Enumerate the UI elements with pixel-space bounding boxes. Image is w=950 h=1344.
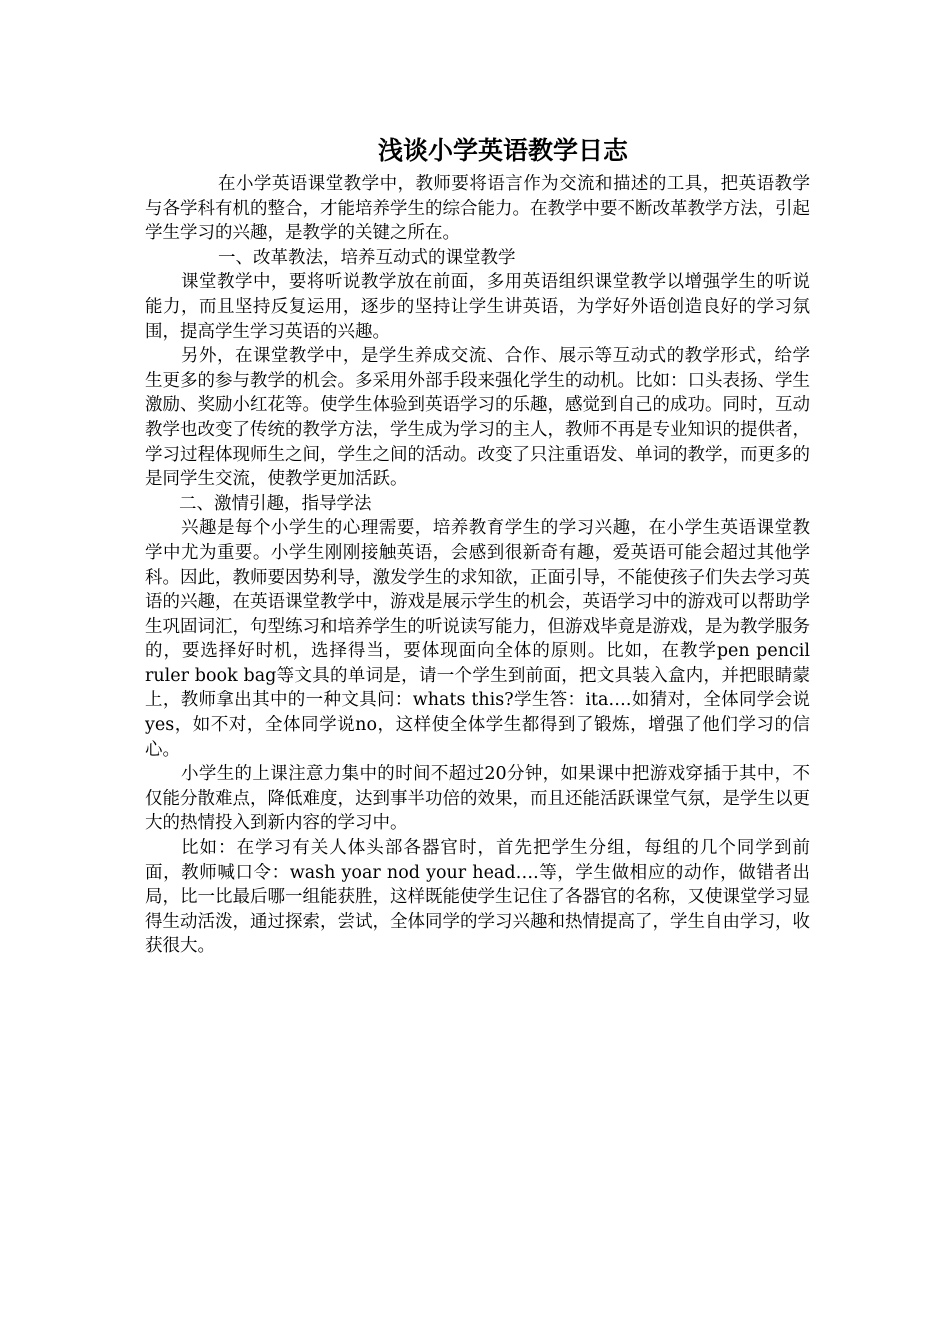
intro-paragraph: 在小学英语课堂教学中，教师要将语言作为交流和描述的工具，把英语教学与各学科有机的整合，才能培养学生的综合能力。在教学中要不断改革教学方法，引起学生学习的兴趣，是教学的关键之所在。 [145,174,810,244]
body-paragraph: 兴趣是每个小学生的心理需要，培养教育学生的学习兴趣，在小学生英语课堂教学中尤为重要。小学生刚刚接触英语，会感到很新奇有趣，爱英语可能会超过其他学科。因此，教师要因势利导，激发学生的求知欲，正面引导，不能使孩子们失去学习英语的兴趣，在英语课堂教学中，游戏是展示学生的机会，英语学习中的游戏可以帮助学生巩固词汇，句型练习和培养学生的听说读写能力，但游戏毕竟是游戏，是为教学服务的，要选择好时机，选择得当，要体现面向全体的原则。比如，在教学pen pencil ruler book bag等文具的单词是，请一个学生到前面，把文具装入盒内，并把眼睛蒙上，教师拿出其中的一种文具问：whats this?学生答：ita….如猜对，全体同学会说yes，如不对，全体同学说no，这样使全体学生都得到了锻炼，增强了他们学习的信心。 [145,518,810,760]
section-heading-1: 一、改革教法，培养互动式的课堂教学 [218,247,516,268]
document-body [145,172,810,959]
body-paragraph: 比如：在学习有关人体头部各器官时，首先把学生分组，每组的几个同学到前面，教师喊口令：wash yoar nod your head….等，学生做相应的动作，做错者出局，比一比最后哪一组能获胜，这样既能使学生记住了各器官的名称，又使课堂学习显得生动活泼，通过探索，尝试，全体同学的学习兴趣和热情提高了，学生自由学习，收获很大。 [145,838,810,957]
body-paragraph: 另外，在课堂教学中，是学生养成交流、合作、展示等互动式的教学形式，给学生更多的参与教学的机会。多采用外部手段来强化学生的动机。比如：口头表扬、学生激励、奖励小红花等。使学生体验到英语学习的乐趣，感觉到自己的成功。同时，互动教学也改变了传统的教学方法，学生成为学习的主人，教师不再是专业知识的提供者，学习过程体现师生之间，学生之间的活动。改变了只注重语发、单词的教学，而更多的是同学生交流，使教学更加活跃。 [145,346,810,490]
document-title: 浅谈小学英语教学日志 [377,136,628,165]
body-paragraph: 课堂教学中，要将听说教学放在前面，多用英语组织课堂教学以增强学生的听说能力，而且坚持反复运用，逐步的坚持让学生讲英语，为学好外语创造良好的学习氛围，提高学生学习英语的兴趣。 [145,272,810,342]
section-heading-2: 二、激情引趣，指导学法 [179,493,372,514]
body-paragraph: 小学生的上课注意力集中的时间不超过20分钟，如果课中把游戏穿插于其中，不仅能分散难点，降低难度，达到事半功倍的效果，而且还能活跃课堂气氛，是学生以更大的热情投入到新内容的学习中。 [145,764,810,834]
